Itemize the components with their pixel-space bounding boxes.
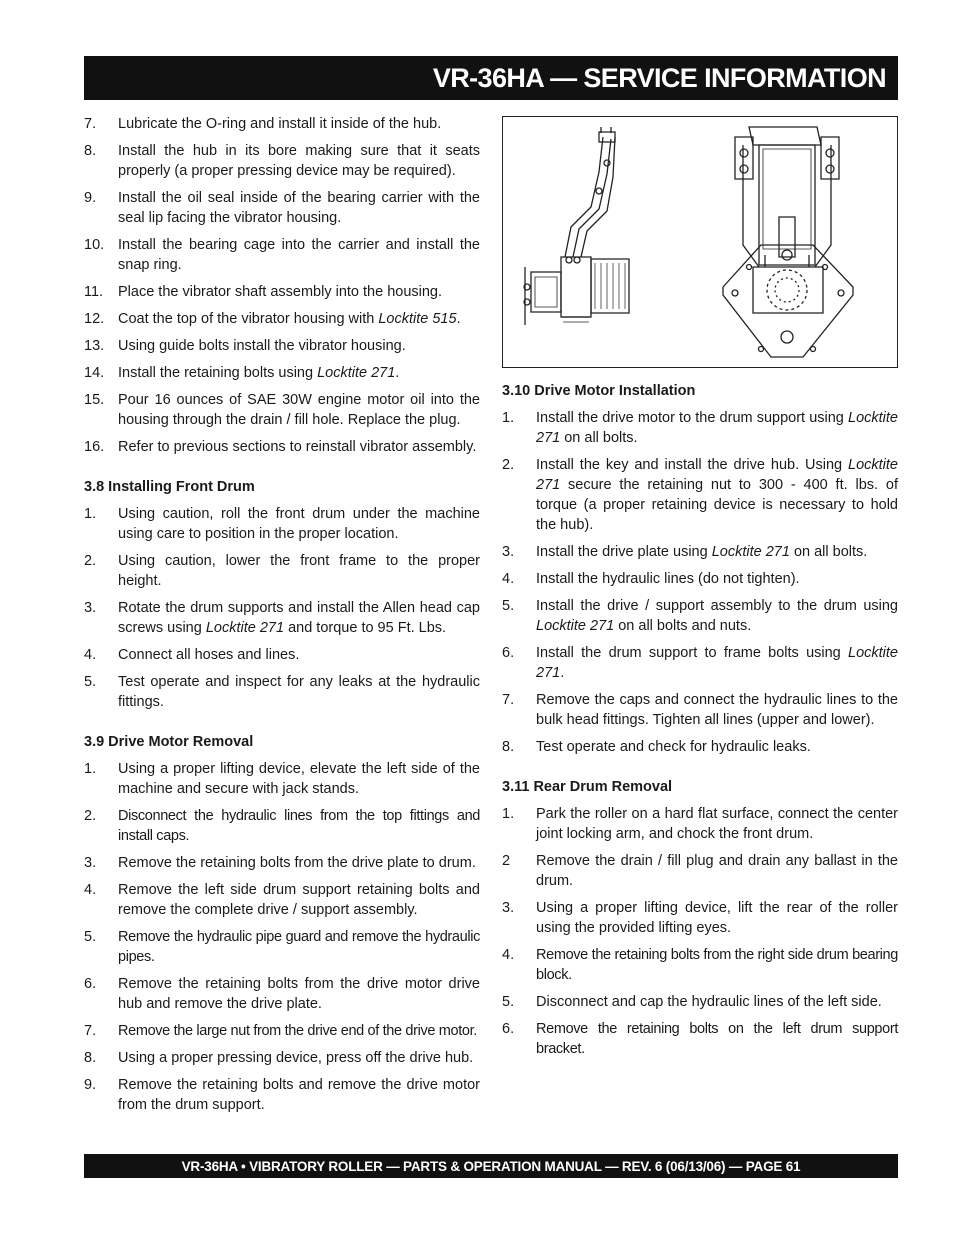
list-item: 4. Remove the retaining bolts from the right side drum bearing block. [502, 947, 898, 983]
list-item: 12. Coat the top of the vibrator housing with Locktite 515. [84, 311, 461, 327]
steps-list-3-9 [84, 759, 480, 1115]
list-item: 2. Install the key and install the drive hub. Using Locktite 271 secure the retaining nut to 300 - 400 ft. lbs. of torque (a proper retaining device is necessary to hold the hub). [502, 457, 898, 533]
list-item: 16. Refer to previous sections to reinstall vibrator assembly. [84, 439, 477, 455]
list-item: 5. Disconnect and cap the hydraulic lines of the left side. [502, 994, 882, 1010]
list-item: 4. Install the hydraulic lines (do not tighten). [502, 571, 800, 587]
side-view-drawing [524, 127, 629, 325]
page-footer [84, 1154, 898, 1178]
left-column [84, 114, 480, 1122]
list-item: 6. Remove the retaining bolts on the left drum support bracket. [502, 1021, 898, 1057]
list-item: 13. Using guide bolts install the vibrator housing. [84, 338, 406, 354]
list-item: 8. Test operate and check for hydraulic leaks. [502, 739, 811, 755]
list-item: 9. Install the oil seal inside of the bearing carrier with the seal lip facing the vibrator housing. [84, 190, 480, 226]
list-item: 11. Place the vibrator shaft assembly into the housing. [84, 284, 443, 300]
front-view-drawing [723, 127, 853, 357]
steps-list-3-11 [502, 804, 898, 1059]
section-heading: 3.11 Rear Drum Removal [502, 779, 673, 795]
list-item: 7. Lubricate the O-ring and install it inside of the hub. [84, 116, 442, 132]
list-item: 15. Pour 16 ounces of SAE 30W engine motor oil into the housing through the drain / fill hole. Replace the plug. [84, 392, 480, 428]
list-item: 3. Using a proper lifting device, lift the rear of the roller using the provided lifting eyes. [502, 900, 898, 936]
list-item: 5. Test operate and inspect for any leaks at the hydraulic fittings. [84, 674, 480, 710]
page-header [84, 56, 898, 100]
list-item: 3. Install the drive plate using Locktite 271 on all bolts. [502, 544, 868, 560]
steps-list-3-8 [84, 504, 480, 712]
list-item: 9. Remove the retaining bolts and remove the drive motor from the drum support. [84, 1077, 480, 1113]
list-item: 3. Remove the retaining bolts from the drive plate to drum. [84, 855, 476, 871]
list-item: 1. Using a proper lifting device, elevate the left side of the machine and secure with jack stands. [84, 761, 480, 797]
list-item: 1. Install the drive motor to the drum support using Locktite 271 on all bolts. [502, 410, 898, 446]
list-item: 2 Remove the drain / fill plug and drain any ballast in the drum. [502, 853, 898, 889]
list-item: 5. Remove the hydraulic pipe guard and remove the hydraulic pipes. [84, 929, 480, 965]
steps-list-top [84, 114, 480, 457]
list-item: 6. Install the drum support to frame bolts using Locktite 271. [502, 645, 898, 681]
list-item: 2. Using caution, lower the front frame to the proper height. [84, 553, 480, 589]
section-heading: 3.9 Drive Motor Removal [84, 734, 254, 750]
list-item: 6. Remove the retaining bolts from the drive motor drive hub and remove the drive plate. [84, 976, 480, 1012]
drive-assembly-figure [502, 116, 898, 368]
section-heading: 3.10 Drive Motor Installation [502, 383, 696, 399]
list-item: 14. Install the retaining bolts using Locktite 271. [84, 365, 400, 381]
list-item: 5. Install the drive / support assembly to the drum using Locktite 271 on all bolts and nuts. [502, 598, 898, 634]
list-item: 4. Connect all hoses and lines. [84, 647, 300, 663]
list-item: 8. Using a proper pressing device, press off the drive hub. [84, 1050, 474, 1066]
list-item: 1. Using caution, roll the front drum under the machine using care to position in the proper location. [84, 506, 480, 542]
footer-text: VR-36HA • VIBRATORY ROLLER — PARTS & OPERATION MANUAL — REV. 6 (06/13/06) — PAGE 61 [181, 1158, 801, 1174]
list-item: 8. Install the hub in its bore making sure that it seats properly (a proper pressing device may be required). [84, 143, 480, 179]
list-item: 7. Remove the caps and connect the hydraulic lines to the bulk head fittings. Tighten all lines (upper and lower). [502, 692, 898, 728]
list-item: 10. Install the bearing cage into the carrier and install the snap ring. [84, 237, 480, 273]
drive-assembly-illustration [503, 117, 896, 366]
list-item: 3. Rotate the drum supports and install the Allen head cap screws using Locktite 271 and torque to 95 Ft. Lbs. [84, 600, 480, 636]
section-heading: 3.8 Installing Front Drum [84, 479, 255, 495]
page-title: VR-36HA — SERVICE INFORMATION [432, 62, 886, 93]
right-column [502, 381, 898, 1066]
list-item: 1. Park the roller on a hard flat surface, connect the center joint locking arm, and chock the front drum. [502, 806, 898, 842]
steps-list-3-10 [502, 408, 898, 757]
list-item: 4. Remove the left side drum support retaining bolts and remove the complete drive / support assembly. [84, 882, 480, 918]
list-item: 7. Remove the large nut from the drive end of the drive motor. [84, 1023, 477, 1039]
list-item: 2. Disconnect the hydraulic lines from the top fittings and install caps. [84, 808, 480, 844]
